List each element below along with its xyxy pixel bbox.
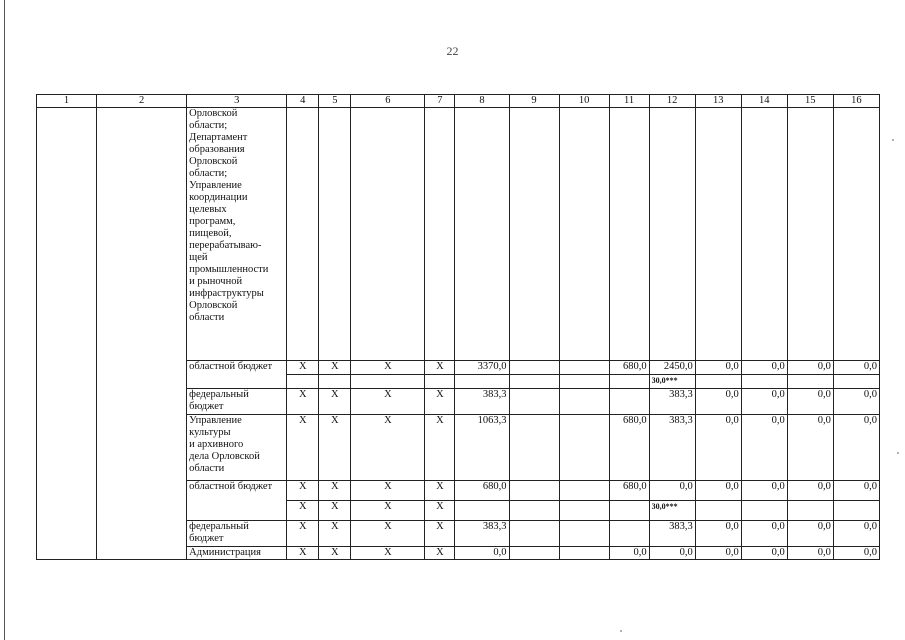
header-cell: 7 xyxy=(425,95,455,108)
header-cell: 5 xyxy=(319,95,351,108)
table-cell: 0,0 xyxy=(741,389,787,415)
table-cell: Х xyxy=(351,361,425,375)
table-cell xyxy=(509,547,559,560)
table-cell: 3370,0 xyxy=(455,361,509,375)
table-cell: 0,0 xyxy=(787,389,833,415)
table-cell xyxy=(559,415,609,481)
table-cell: 680,0 xyxy=(609,415,649,481)
header-cell: 4 xyxy=(287,95,319,108)
table-cell: Х xyxy=(287,501,319,521)
table-cell: 383,3 xyxy=(649,521,695,547)
table-cell: Х xyxy=(319,521,351,547)
table-cell: Х xyxy=(319,481,351,501)
table-cell: Х xyxy=(425,481,455,501)
table-cell: 0,0 xyxy=(695,521,741,547)
row-label: областной бюджет xyxy=(187,361,287,389)
table-cell xyxy=(609,501,649,521)
table-cell: 0,0 xyxy=(609,547,649,560)
table-cell: 0,0 xyxy=(833,361,879,375)
table-cell: 0,0 xyxy=(787,521,833,547)
table-cell: Х xyxy=(319,501,351,521)
footnote-value: 30,0*** xyxy=(649,375,695,389)
row-label: Орловской области; Департамент образования Орловской области; Управление координации целевых программ, пищевой, перерабатываю- щей промышленности и рыночной инфраструктуры Орловской области xyxy=(187,108,287,361)
table-cell: 0,0 xyxy=(455,547,509,560)
table-cell xyxy=(509,501,559,521)
budget-table xyxy=(36,94,880,560)
page-number: 22 xyxy=(446,44,459,58)
table-cell: 680,0 xyxy=(455,481,509,501)
table-cell xyxy=(425,108,455,361)
table-cell xyxy=(741,108,787,361)
table-cell: Х xyxy=(287,415,319,481)
header-cell: 12 xyxy=(649,95,695,108)
table-cell xyxy=(695,501,741,521)
header-cell: 10 xyxy=(559,95,609,108)
page-left-border xyxy=(4,0,5,640)
table-cell xyxy=(559,389,609,415)
table-cell: 0,0 xyxy=(833,547,879,560)
table-cell: 0,0 xyxy=(833,481,879,501)
table-cell: Х xyxy=(425,415,455,481)
header-cell: 1 xyxy=(37,95,97,108)
table-cell xyxy=(455,375,509,389)
table-cell xyxy=(609,389,649,415)
scan-speck xyxy=(897,452,899,454)
header-cell: 15 xyxy=(787,95,833,108)
header-row xyxy=(37,95,880,108)
table-cell xyxy=(455,501,509,521)
table-cell xyxy=(559,501,609,521)
row-label: федеральный бюджет xyxy=(187,521,287,547)
table-cell: Х xyxy=(351,389,425,415)
table-cell: 0,0 xyxy=(649,481,695,501)
table-cell: Х xyxy=(425,361,455,375)
table-cell: 680,0 xyxy=(609,481,649,501)
row-label: Администрация xyxy=(187,547,287,560)
table-cell: 0,0 xyxy=(741,481,787,501)
table-cell: 0,0 xyxy=(833,521,879,547)
table-cell xyxy=(559,521,609,547)
table-cell xyxy=(609,521,649,547)
table-cell: Х xyxy=(287,521,319,547)
table-cell xyxy=(425,375,455,389)
header-cell: 9 xyxy=(509,95,559,108)
table-cell: Х xyxy=(319,415,351,481)
table-cell xyxy=(509,521,559,547)
table-cell xyxy=(509,108,559,361)
table-cell: Х xyxy=(425,521,455,547)
table-cell xyxy=(695,375,741,389)
table-cell: 0,0 xyxy=(695,547,741,560)
row-label: федеральный бюджет xyxy=(187,389,287,415)
table-cell: 0,0 xyxy=(833,415,879,481)
table-cell: Х xyxy=(287,389,319,415)
table-cell: 0,0 xyxy=(741,361,787,375)
table-cell xyxy=(695,108,741,361)
table-cell: Х xyxy=(425,389,455,415)
scan-speck xyxy=(620,630,622,632)
header-cell: 8 xyxy=(455,95,509,108)
table-cell xyxy=(741,501,787,521)
table-cell: 383,3 xyxy=(455,521,509,547)
header-cell: 16 xyxy=(833,95,879,108)
table-cell xyxy=(287,375,319,389)
header-cell: 13 xyxy=(695,95,741,108)
table-cell xyxy=(787,375,833,389)
table-cell: Х xyxy=(425,501,455,521)
table-cell xyxy=(609,108,649,361)
col2-cell xyxy=(97,108,187,560)
table-cell: Х xyxy=(351,547,425,560)
table-cell xyxy=(833,375,879,389)
table-cell: 1063,3 xyxy=(455,415,509,481)
table-cell xyxy=(509,375,559,389)
table-cell: 0,0 xyxy=(695,481,741,501)
table-cell: 0,0 xyxy=(741,415,787,481)
table-cell: Х xyxy=(351,521,425,547)
table-cell: Х xyxy=(287,361,319,375)
table-cell xyxy=(787,501,833,521)
table-cell: 383,3 xyxy=(455,389,509,415)
table-cell xyxy=(509,415,559,481)
header-cell: 11 xyxy=(609,95,649,108)
col1-cell xyxy=(37,108,97,560)
table-cell xyxy=(559,361,609,375)
row-label: областной бюджет xyxy=(187,481,287,521)
table-cell: 0,0 xyxy=(787,361,833,375)
table-cell: Х xyxy=(319,361,351,375)
table-cell xyxy=(287,108,319,361)
table-cell: Х xyxy=(351,481,425,501)
table-cell: 0,0 xyxy=(833,389,879,415)
table-cell xyxy=(351,108,425,361)
table-cell: 2450,0 xyxy=(649,361,695,375)
header-cell: 14 xyxy=(741,95,787,108)
table-cell xyxy=(833,108,879,361)
table-cell: Х xyxy=(425,547,455,560)
table-cell xyxy=(509,361,559,375)
scan-speck xyxy=(892,139,894,141)
table-cell xyxy=(455,108,509,361)
table-cell: 383,3 xyxy=(649,415,695,481)
table-cell: Х xyxy=(351,501,425,521)
table-cell: 0,0 xyxy=(695,389,741,415)
table-cell: 0,0 xyxy=(695,361,741,375)
table-cell: Х xyxy=(287,481,319,501)
table-cell xyxy=(319,108,351,361)
footnote-value: 30,0*** xyxy=(649,501,695,521)
table-cell xyxy=(559,108,609,361)
table-cell: 0,0 xyxy=(741,521,787,547)
table-cell xyxy=(509,389,559,415)
table-cell xyxy=(833,501,879,521)
table-cell: 0,0 xyxy=(695,415,741,481)
table-cell: 0,0 xyxy=(649,547,695,560)
table-cell: 0,0 xyxy=(787,547,833,560)
table-cell: 0,0 xyxy=(741,547,787,560)
row-label: Управление культуры и архивного дела Орловской области xyxy=(187,415,287,481)
table-cell: 0,0 xyxy=(787,415,833,481)
table-cell xyxy=(649,108,695,361)
header-cell: 6 xyxy=(351,95,425,108)
table-cell xyxy=(741,375,787,389)
header-cell: 3 xyxy=(187,95,287,108)
table-cell: Х xyxy=(319,389,351,415)
table-cell: 680,0 xyxy=(609,361,649,375)
table-cell: 0,0 xyxy=(787,481,833,501)
table-cell xyxy=(351,375,425,389)
table-cell xyxy=(319,375,351,389)
table-cell xyxy=(559,375,609,389)
table-cell xyxy=(559,547,609,560)
table-cell xyxy=(787,108,833,361)
table-cell xyxy=(509,481,559,501)
header-cell: 2 xyxy=(97,95,187,108)
table-cell: Х xyxy=(319,547,351,560)
table-cell xyxy=(609,375,649,389)
table-cell: 383,3 xyxy=(649,389,695,415)
table-cell: Х xyxy=(351,415,425,481)
table-cell xyxy=(559,481,609,501)
table-cell: Х xyxy=(287,547,319,560)
table-row xyxy=(37,108,880,361)
